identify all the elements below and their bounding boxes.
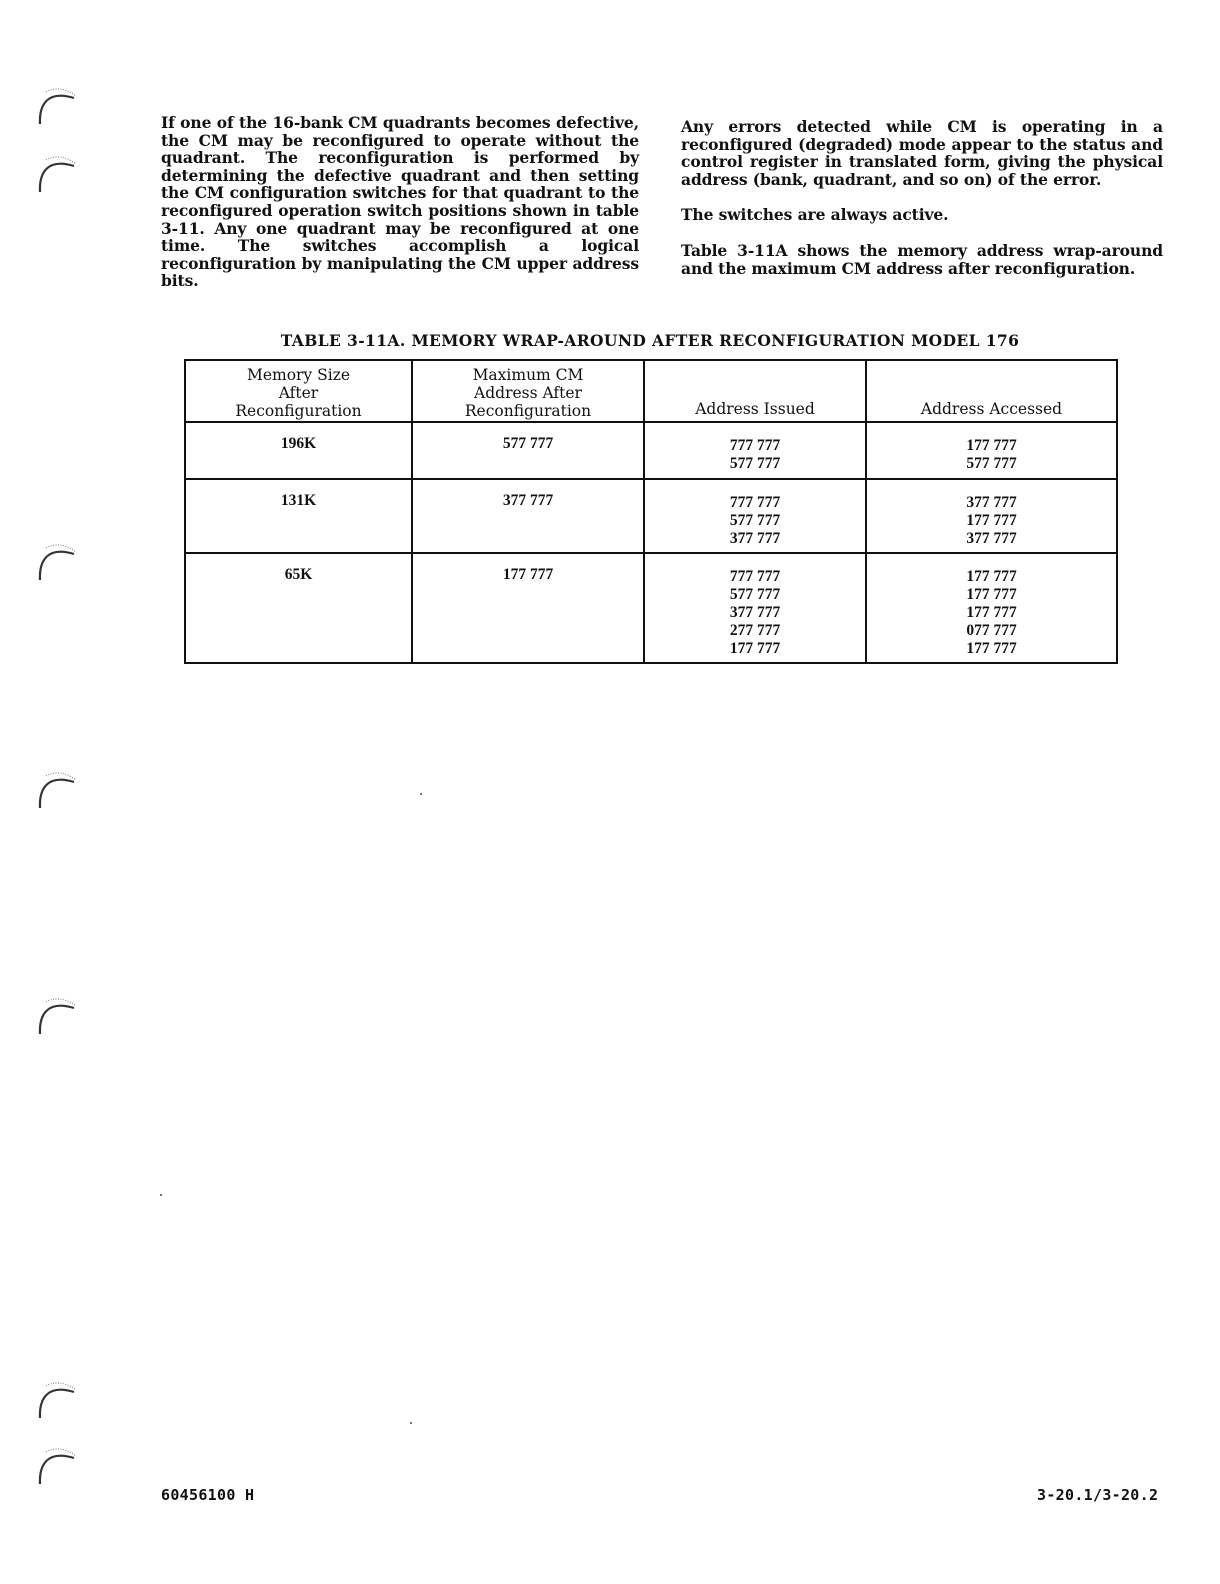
- address-value: 177 777: [966, 604, 1017, 621]
- address-value: 177 777: [966, 568, 1017, 585]
- intro-paragraph: Any errors detected while CM is operating in a reconfigured (degraded) mode appear to the status and control register in translated form, giving the physical address (bank, quadrant, and so on) of the error.: [681, 117, 1163, 189]
- table-row: [185, 422, 1117, 479]
- header-line: Address After: [474, 384, 582, 402]
- address-value: 177 777: [966, 586, 1017, 603]
- header-line: Maximum CM: [472, 366, 584, 384]
- binder-hole-mark-7: [36, 1444, 78, 1486]
- address-value: 177 777: [729, 640, 781, 657]
- page-number: 3-20.1/3-20.2: [1037, 1486, 1159, 1504]
- cell-max-address: 177 777: [412, 553, 644, 663]
- scan-speck: [420, 793, 422, 795]
- cell-memory-size: 65K: [185, 553, 412, 663]
- address-value: 777 777: [729, 568, 781, 585]
- address-value: 577 777: [966, 455, 1017, 472]
- address-value: 177 777: [966, 640, 1017, 657]
- scan-speck: [160, 1194, 162, 1196]
- address-value: 077 777: [966, 622, 1017, 639]
- address-value: 777 777: [729, 437, 781, 454]
- address-value: 177 777: [966, 512, 1017, 529]
- table-row: [185, 479, 1117, 553]
- memory-wraparound-table: [184, 359, 1118, 664]
- address-value: 577 777: [729, 586, 781, 603]
- header-line: Address Issued: [695, 400, 815, 418]
- scan-speck: [410, 1422, 412, 1424]
- header-address-issued: [644, 360, 866, 422]
- intro-left-column: [161, 114, 639, 308]
- cell-address-issued: [644, 422, 866, 479]
- table-row: [185, 553, 1117, 663]
- document-number: 60456100 H: [161, 1486, 255, 1504]
- cell-address-issued: [644, 553, 866, 663]
- cell-address-accessed: [866, 553, 1117, 663]
- binder-hole-mark-4: [36, 768, 78, 810]
- cell-max-address: 577 777: [412, 422, 644, 479]
- binder-hole-mark-3: [36, 540, 78, 582]
- intro-right-column: [681, 118, 1163, 295]
- cell-memory-size: 196K: [185, 422, 412, 479]
- address-value: 377 777: [729, 530, 781, 547]
- cell-max-address: 377 777: [412, 479, 644, 553]
- address-value: 777 777: [729, 494, 781, 511]
- cell-address-issued: [644, 479, 866, 553]
- intro-paragraph: The switches are always active.: [681, 205, 949, 225]
- binder-hole-mark-5: [36, 994, 78, 1036]
- header-line: Memory Size: [246, 366, 351, 384]
- address-value: 377 777: [966, 530, 1017, 547]
- cell-address-accessed: [866, 422, 1117, 479]
- header-line: Reconfiguration: [464, 402, 592, 420]
- binder-hole-mark-1: [36, 84, 78, 126]
- cell-address-accessed: [866, 479, 1117, 553]
- header-line: After: [278, 384, 319, 402]
- address-value: 377 777: [729, 604, 781, 621]
- intro-paragraph: If one of the 16-bank CM quadrants becomes defective, the CM may be reconfigured to operate without the quadrant. The reconfiguration is performed by determining the defective quadrant and then setting the CM configuration switches for that quadrant to the reconfigured operation switch positions shown in table 3-11. Any one quadrant may be reconfigured at one time. The switches accomplish a logical reconfiguration by manipulating the CM upper address bits.: [161, 113, 639, 291]
- cell-memory-size: 131K: [185, 479, 412, 553]
- header-memory-size: [185, 360, 412, 422]
- address-value: 377 777: [966, 494, 1017, 511]
- header-line: Reconfiguration: [235, 402, 362, 420]
- header-line: Address Accessed: [920, 400, 1063, 418]
- binder-hole-mark-6: [36, 1378, 78, 1420]
- header-address-accessed: [866, 360, 1117, 422]
- address-value: 577 777: [729, 512, 781, 529]
- table-header-row: [185, 360, 1117, 422]
- address-value: 177 777: [966, 437, 1017, 454]
- address-value: 577 777: [729, 455, 781, 472]
- binder-hole-mark-2: [36, 152, 78, 194]
- table-caption: TABLE 3-11A. MEMORY WRAP-AROUND AFTER RECONFIGURATION MODEL 176: [280, 331, 1020, 350]
- intro-paragraph: Table 3-11A shows the memory address wrap-around and the maximum CM address after reconfiguration.: [681, 240, 1163, 278]
- address-value: 277 777: [729, 622, 781, 639]
- header-max-address: [412, 360, 644, 422]
